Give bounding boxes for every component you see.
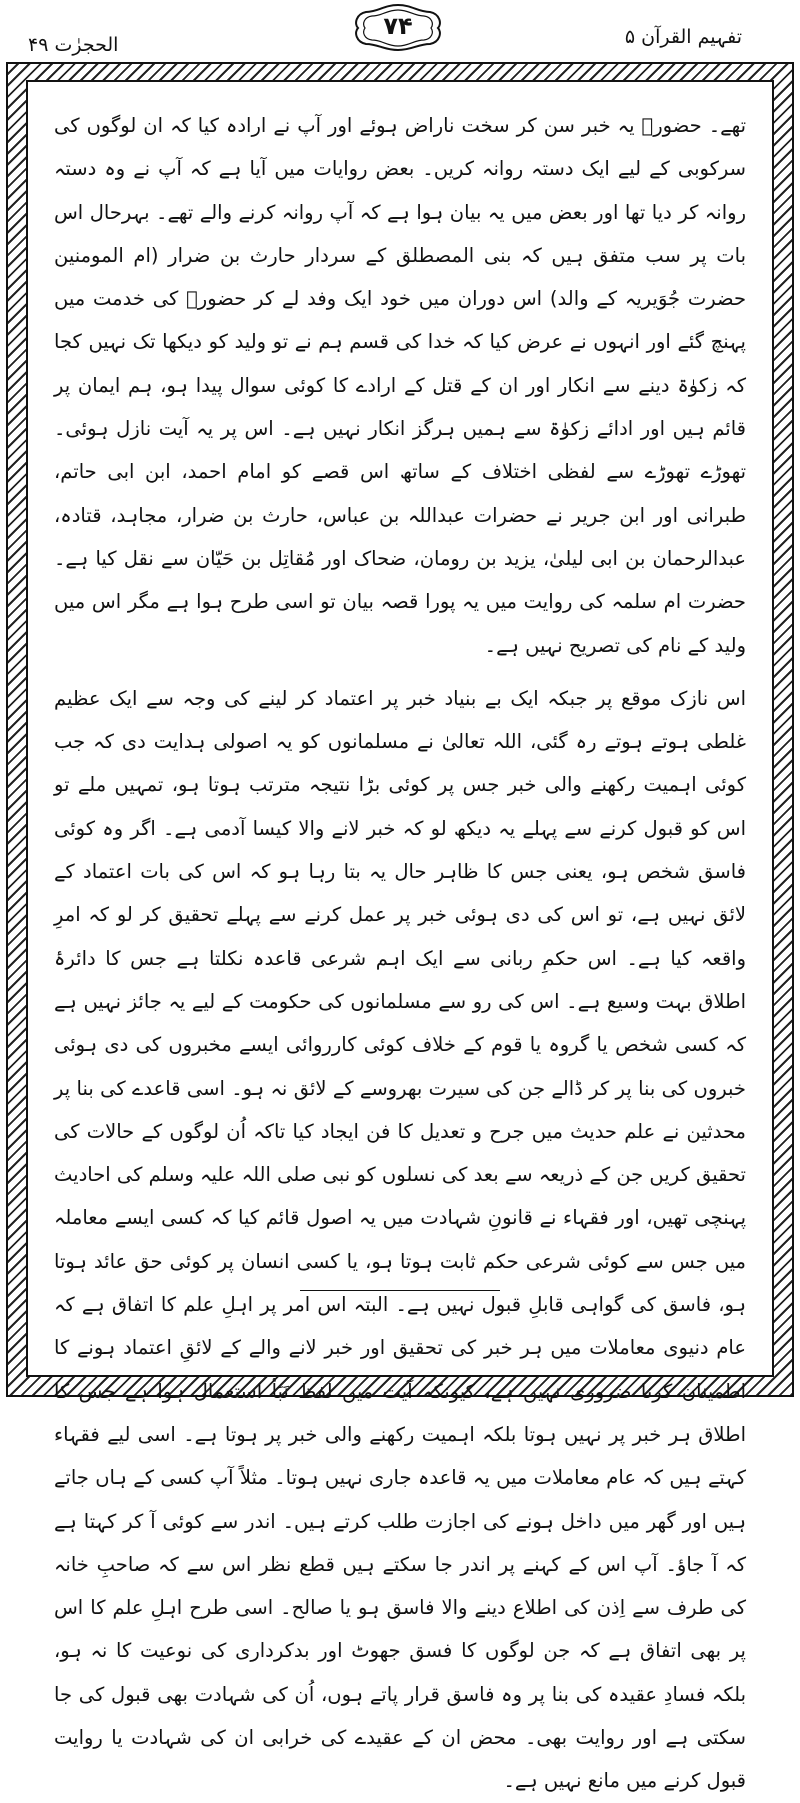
book-title: تفہیم القرآن ۵ xyxy=(624,26,742,48)
text-panel xyxy=(26,80,774,1793)
page-body xyxy=(54,104,746,1793)
paragraph-1: تھے۔ حضورؐ یہ خبر سن کر سخت ناراض ہوئے اور آپ نے ارادہ کیا کہ ان لوگوں کی سرکوبی کے لیے ایک دستہ روانہ کریں۔ بعض روایات میں آیا ہے کہ آپ نے وہ دستہ روانہ کر دیا تھا اور بعض میں یہ بیان ہوا ہے کہ آپ روانہ کرنے والے تھے۔ بہرحال اس بات پر سب متفق ہیں کہ بنی المصطلق کے سردار حارث بن ضرار (ام المومنین حضرت جُوَیریہ کے والد) اس دوران میں خود ایک وفد لے کر حضورؐ کی خدمت میں پہنچ گئے اور انہوں نے عرض کیا کہ خدا کی قسم ہم نے تو ولید کو دیکھا تک نہیں کجا کہ زکوٰۃ دینے سے انکار اور ان کے قتل کے ارادے کا کوئی سوال پیدا ہو، ہم ایمان پر قائم ہیں اور ادائے زکوٰۃ سے ہمیں ہرگز انکار نہیں ہے۔ اس پر یہ آیت نازل ہوئی۔ تھوڑے تھوڑے سے لفظی اختلاف کے ساتھ اس قصے کو امام احمد، ابن ابی حاتم، طبرانی اور ابن جریر نے حضرات عبداللہ بن عباس، حارث بن ضرار، مجاہد، قتادہ، عبدالرحمان بن ابی لیلیٰ، یزید بن رومان، ضحاک اور مُقاتِل بن حَیّان سے نقل کیا ہے۔ حضرت ام سلمہ کی روایت میں یہ پورا قصہ بیان تو اسی طرح ہوا ہے مگر اس میں ولید کے نام کی تصریح نہیں ہے۔ xyxy=(54,114,746,657)
surah-reference: الحجرٰت ۴۹ xyxy=(28,34,119,56)
paragraph-2: اس نازک موقع پر جبکہ ایک بے بنیاد خبر پر اعتماد کر لینے کی وجہ سے ایک عظیم غلطی ہوتے ہوتے رہ گئی، اللہ تعالیٰ نے مسلمانوں کو یہ اصولی ہدایت دی کہ جب کوئی اہمیت رکھنے والی خبر جس پر کوئی بڑا نتیجہ مترتب ہوتا ہو، تمہیں ملے تو اس کو قبول کرنے سے پہلے یہ دیکھ لو کہ خبر لانے والا کیسا آدمی ہے۔ اگر وہ کوئی فاسق شخص ہو، یعنی جس کا ظاہر حال یہ بتا رہا ہو کہ اس کی بات اعتماد کے لائق نہیں ہے، تو اس کی دی ہوئی خبر پر عمل کرنے سے پہلے تحقیق کر لو کہ امرِ واقعہ کیا ہے۔ اس حکمِ ربانی سے ایک اہم شرعی قاعدہ نکلتا ہے جس کا دائرۂ اطلاق بہت وسیع ہے۔ اس کی رو سے مسلمانوں کی حکومت کے لیے یہ جائز نہیں ہے کہ کسی شخص یا گروہ یا قوم کے خلاف کوئی کارروائی ایسے مخبروں کی دی ہوئی خبروں کی بنا پر کر ڈالے جن کی سیرت بھروسے کے لائق نہ ہو۔ اسی قاعدے کی بنا پر محدثین نے علم حدیث میں جرح و تعدیل کا فن ایجاد کیا تاکہ اُن لوگوں کے حالات کی تحقیق کریں جن کے ذریعہ سے بعد کی نسلوں کو نبی صلی اللہ علیہ وسلم کی احادیث پہنچی تھیں، اور فقہاء نے قانونِ شہادت میں یہ اصول قائم کیا کہ کسی ایسے معاملہ میں جس سے کوئی شرعی حکم ثابت ہوتا ہو، یا کسی انسان پر کوئی حق عائد ہوتا ہو، فاسق کی گواہی قابلِ قبول نہیں ہے۔ البتہ اس امر پر اہلِ علم کا اتفاق ہے کہ عام دنیوی معاملات میں ہر خبر کی تحقیق اور خبر لانے والے کے لائقِ اعتماد ہونے کا اطمینان کرنا ضروری نہیں ہے، کیونکہ آیت میں لفظ نَبَأ استعمال ہوا ہے جس کا اطلاق ہر خبر پر نہیں ہوتا بلکہ اہمیت رکھنے والی خبر پر ہوتا ہے۔ اسی لیے فقہاء کہتے ہیں کہ عام معاملات میں یہ قاعدہ جاری نہیں ہوتا۔ مثلاً آپ کسی کے ہاں جاتے ہیں اور گھر میں داخل ہونے کی اجازت طلب کرتے ہیں۔ اندر سے کوئی آ کر کہتا ہے کہ آ جاؤ۔ آپ اس کے کہنے پر اندر جا سکتے ہیں قطع نظر اس سے کہ صاحبِ خانہ کی طرف سے اِذن کی اطلاع دینے والا فاسق ہو یا صالح۔ اسی طرح اہلِ علم کا اس پر بھی اتفاق ہے کہ جن لوگوں کا فسق جھوٹ اور بدکرداری کی نوعیت کا نہ ہو، بلکہ فسادِ عقیدہ کی بنا پر وہ فاسق قرار پاتے ہوں، اُن کی شہادت بھی قبول کی جا سکتی ہے اور روایت بھی۔ محض ان کے عقیدے کی خرابی ان کی شہادت یا روایت قبول کرنے میں مانع نہیں ہے۔ xyxy=(54,686,746,1793)
page-header xyxy=(0,0,800,62)
page-number: ۷۴ xyxy=(383,12,413,40)
decorative-page-border xyxy=(6,62,794,1793)
section-end-rule xyxy=(300,1290,500,1291)
